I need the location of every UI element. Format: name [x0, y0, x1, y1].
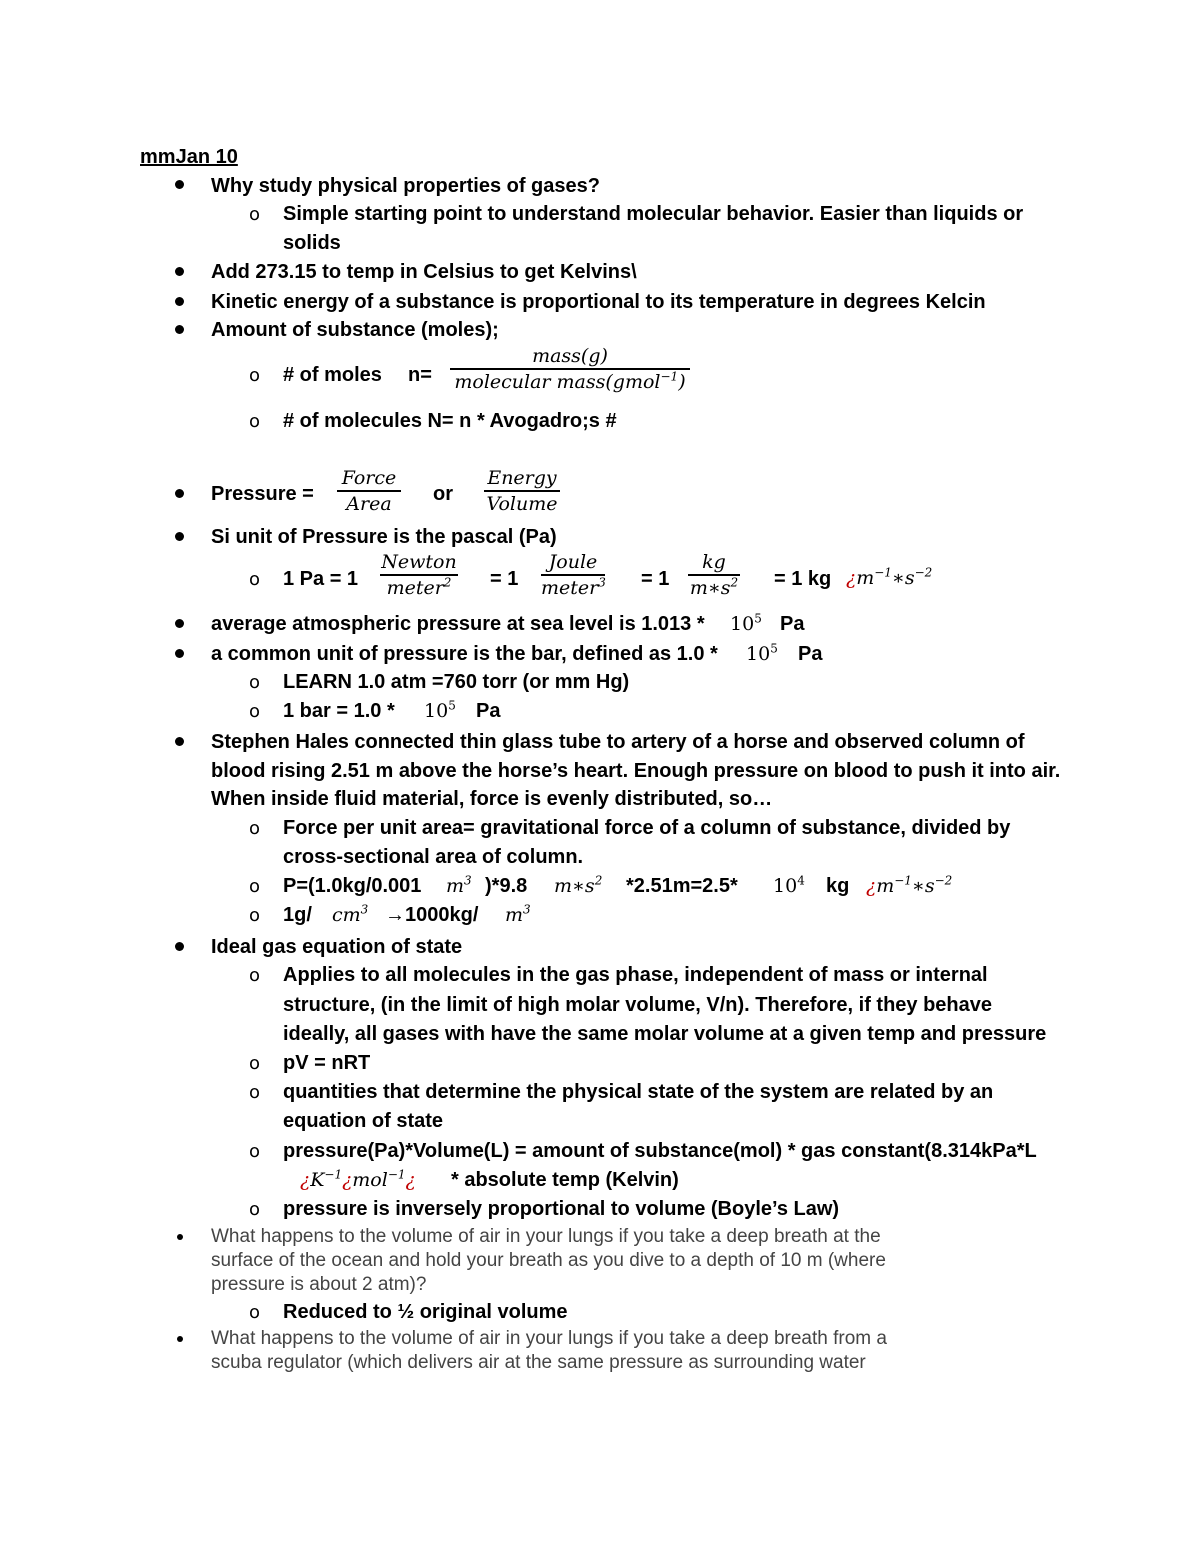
circle-bullet-icon: o: [249, 701, 261, 722]
list-item: Kinetic energy of a substance is proportional to its temperature in degrees Kelcin: [211, 291, 986, 313]
gas-constant-units: ¿$K^{-1}¿mol^{-1}¿$: [300, 1167, 416, 1191]
m-cubed: $m^3$: [446, 873, 472, 897]
ms-squared: $m∗s^2$: [689, 575, 739, 599]
list-item: Si unit of Pressure is the pascal (Pa): [211, 526, 557, 548]
question-line: scuba regulator (which delivers air at the same pressure as surrounding water: [211, 1352, 866, 1373]
list-item: quantities that determine the physical state of the system are related by an: [283, 1081, 994, 1103]
circle-bullet-icon: o: [249, 876, 261, 897]
circle-bullet-icon: o: [249, 965, 261, 986]
pa-unit: Pa: [780, 613, 805, 635]
page-title: [140, 144, 238, 170]
kg-fraction: [688, 550, 740, 600]
area-denominator: Area: [346, 492, 392, 515]
p-calc-end: *2.51m=2.5*: [626, 875, 738, 897]
meter-squared: meter$^2$: [386, 575, 452, 599]
bullet-icon: [177, 1234, 183, 1240]
circle-bullet-icon: o: [249, 411, 261, 432]
bullet-icon: [175, 297, 184, 306]
bullet-icon: [175, 532, 184, 541]
question-line: What happens to the volume of air in your lungs if you take a deep breath at the: [211, 1226, 881, 1247]
circle-bullet-icon: o: [249, 1082, 261, 1103]
list-item-continued: ideally, all gases with have the same molar volume at a given temp and pressure: [283, 1023, 1047, 1045]
moles-denominator: molecular mass(gmol$^{-1}$): [454, 369, 686, 393]
bullet-icon: [175, 180, 184, 189]
bullet-icon: [175, 619, 184, 628]
g-per-cm: 1g/: [283, 904, 312, 926]
bullet-icon: [177, 1336, 183, 1342]
or-text: or: [433, 483, 453, 505]
question-line: pressure is about 2 atm)?: [211, 1274, 427, 1295]
equals-one: = 1: [490, 568, 519, 590]
joule-numerator: Joule: [548, 551, 598, 573]
bullet-icon: [175, 267, 184, 276]
pa-unit: Pa: [476, 700, 501, 722]
meter-cubed: meter$^3$: [541, 575, 606, 599]
energy-volume-fraction: [484, 466, 560, 516]
list-item-continued: structure, (in the limit of high molar volume, V/n). Therefore, if they behave: [283, 994, 993, 1016]
pa-equation: 1 Pa = 1: [283, 568, 359, 590]
moles-n: n=: [408, 364, 432, 386]
bullet-icon: [175, 325, 184, 334]
force-area-fraction: [337, 466, 401, 516]
list-item: pressure is inversely proportional to volume (Boyle’s Law): [283, 1198, 840, 1220]
volume-denominator: Volume: [486, 492, 558, 515]
power-of-ten: $10^5$: [746, 641, 778, 665]
unit-tail: ¿$m^{-1}∗s^{-2}$: [866, 873, 953, 897]
question-line: surface of the ocean and hold your breath as you dive to a depth of 10 m (where: [211, 1250, 886, 1271]
list-item: LEARN 1.0 atm =760 torr (or mm Hg): [283, 671, 630, 693]
list-item-continued: solids: [283, 232, 341, 254]
answer: Reduced to ½ original volume: [283, 1301, 568, 1323]
list-item: a common unit of pressure is the bar, defined as 1.0 *: [211, 643, 718, 665]
circle-bullet-icon: o: [249, 569, 261, 590]
power-of-ten: $10^4$: [773, 873, 805, 897]
newton-fraction: [380, 550, 458, 600]
circle-bullet-icon: o: [249, 1053, 261, 1074]
equals-kg: = 1 kg: [774, 568, 832, 590]
bullet-icon: [175, 942, 184, 951]
equals-one: = 1: [641, 568, 670, 590]
list-item: Force per unit area= gravitational force of a column of substance, divided by: [283, 817, 1011, 839]
list-item: pV = nRT: [283, 1052, 371, 1074]
circle-bullet-icon: o: [249, 1302, 261, 1323]
list-item-continued: When inside fluid material, force is evenly distributed, so…: [211, 788, 773, 810]
circle-bullet-icon: o: [249, 204, 261, 225]
list-item-continued: cross-sectional area of column.: [283, 846, 584, 868]
pa-unit: Pa: [798, 643, 823, 665]
list-item: Add 273.15 to temp in Celsius to get Kelvins\: [211, 261, 637, 283]
circle-bullet-icon: o: [249, 818, 261, 839]
list-item-continued: blood rising 2.51 m above the horse’s heart. Enough pressure on blood to push it into air.: [211, 760, 1061, 782]
force-numerator: Force: [341, 467, 397, 489]
kg-per-m: →1000kg/: [385, 904, 479, 926]
energy-numerator: Energy: [487, 467, 557, 489]
list-item: 1 bar = 1.0 *: [283, 700, 395, 722]
abs-temp: * absolute temp (Kelvin): [451, 1169, 679, 1191]
circle-bullet-icon: o: [249, 1199, 261, 1220]
list-item: Amount of substance (moles);: [211, 319, 499, 341]
list-item: Ideal gas equation of state: [211, 936, 463, 958]
m-cubed: $m^3$: [505, 902, 531, 926]
pressure-label: Pressure =: [211, 483, 314, 505]
bullet-icon: [175, 649, 184, 658]
p-calc-start: P=(1.0kg/0.001: [283, 875, 422, 897]
unit-tail: ¿$m^{-1}∗s^{-2}$: [846, 565, 933, 589]
cm-cubed: $cm^3$: [332, 902, 369, 926]
p-calc-mid: )*9.8: [485, 875, 528, 897]
moles-numerator: mass(g): [532, 345, 608, 367]
joule-fraction: [541, 550, 605, 600]
bullet-icon: [175, 737, 184, 746]
list-item: Applies to all molecules in the gas phase, independent of mass or internal: [283, 964, 988, 986]
list-item: average atmospheric pressure at sea level is 1.013 *: [211, 613, 705, 635]
moles-fraction: [450, 344, 690, 394]
list-item: Stephen Hales connected thin glass tube to artery of a horse and observed column of: [211, 731, 1025, 753]
newton-numerator: Newton: [381, 551, 457, 573]
circle-bullet-icon: o: [249, 365, 261, 386]
power-of-ten: $10^5$: [730, 611, 762, 635]
kg-unit: kg: [826, 875, 850, 897]
molecules-formula: # of molecules N= n * Avogadro;s #: [283, 410, 617, 432]
circle-bullet-icon: o: [249, 1141, 261, 1162]
circle-bullet-icon: o: [249, 905, 261, 926]
bullet-icon: [175, 489, 184, 498]
title-text: mmJan 10: [140, 146, 238, 168]
question-line: What happens to the volume of air in your lungs if you take a deep breath from a: [211, 1328, 887, 1349]
list-item: Why study physical properties of gases?: [211, 175, 600, 197]
power-of-ten: $10^5$: [424, 698, 456, 722]
list-item-continued: equation of state: [283, 1110, 444, 1132]
list-item: Simple starting point to understand molecular behavior. Easier than liquids or: [283, 203, 1024, 225]
ms-squared: $m∗s^2$: [554, 873, 603, 897]
moles-label: # of moles: [283, 364, 382, 386]
list-item: pressure(Pa)*Volume(L) = amount of substance(mol) * gas constant(8.314kPa*L: [283, 1140, 1037, 1162]
kg-numerator: kg: [702, 551, 726, 573]
circle-bullet-icon: o: [249, 672, 261, 693]
